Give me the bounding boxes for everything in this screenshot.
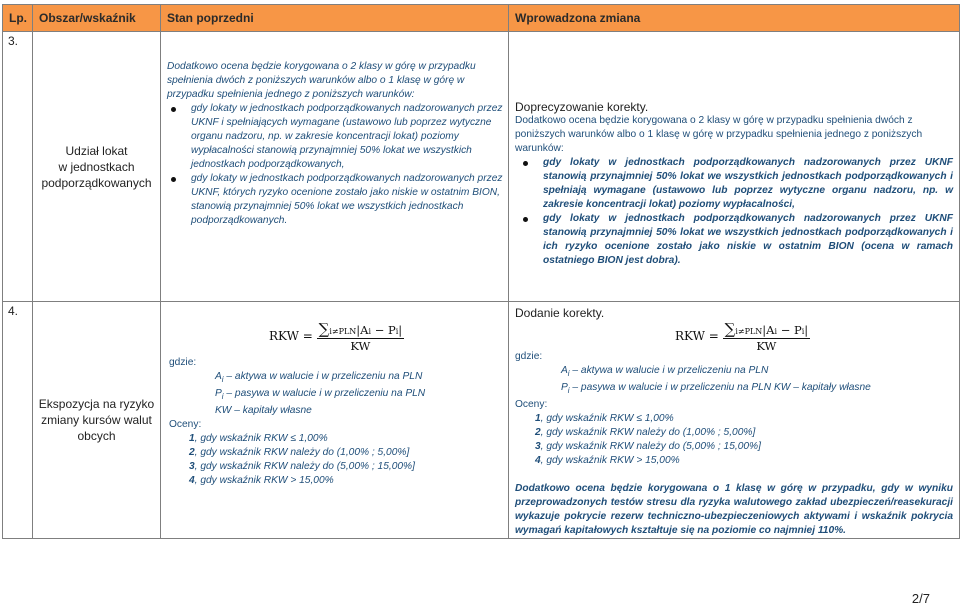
row-number: 3. (3, 32, 33, 302)
gdzie-label: gdzie: (169, 357, 197, 368)
new-state-cell (509, 302, 960, 539)
grade-item: 2, gdy wskaźnik RKW należy do (1,00% ; 5,00%] (535, 427, 756, 439)
new-intro: Dodatkowo ocena będzie korygowana o 2 klasy w górę w przypadku spełnienia dwóch z poniższych warunków albo o 1 klasę w górę w przypadku spełnienia jednego z poniższych warunków: (515, 115, 923, 154)
bullet-icon (523, 161, 528, 166)
bullet-icon (171, 107, 176, 112)
gdzie-label: gdzie: (515, 351, 543, 362)
definition: $P_i$ – pasywa w walucie i w przeliczeniu na PLN (215, 388, 426, 402)
area-cell (33, 302, 161, 539)
definition: $P_i$ – pasywa w walucie i w przeliczeniu na PLN KW – kapitały własne (561, 382, 871, 396)
rkw-formula: RKW = $\frac{\text{∑i≠PLN|Ai − Pi|}}{KW}$ (269, 320, 403, 353)
definition: $A_i$ – aktywa w walucie i w przeliczeniu na PLN (561, 365, 769, 379)
new-title: Doprecyzowanie korekty. (515, 100, 649, 114)
grade-item: 3, gdy wskaźnik RKW należy do (5,00% ; 15,00%] (189, 461, 415, 473)
area-line: Ekspozycja na ryzyko (38, 397, 155, 412)
grade-item: 1, gdy wskaźnik RKW ≤ 1,00% (535, 413, 674, 425)
grades-list (515, 412, 953, 468)
grade-item: 2, gdy wskaźnik RKW należy do (1,00% ; 5,00%] (189, 447, 410, 459)
oceny-label: Oceny: (515, 399, 548, 411)
comparison-table (2, 4, 960, 539)
definition: KW – kapitały własne (215, 405, 312, 417)
header-lp: Lp. (3, 5, 33, 32)
bullet-icon (171, 177, 176, 182)
header-new: Wprowadzona zmiana (509, 5, 960, 32)
previous-bullet: gdy lokaty w jednostkach podporządkowanych nadzorowanych przez UKNF i spełniających wymagane (ustawowo lub poprzez wytyczne organu nadzoru, np. w zakresie koncentracji lokat) poziomy wypłacalności stanowią przynajmniej 50% lokat we wszystkich jednostkach podporządkowanych, (167, 102, 504, 172)
previous-state-cell (161, 32, 509, 302)
grade-item: 4, gdy wskaźnik RKW > 15,00% (189, 475, 334, 487)
grade-item: 4, gdy wskaźnik RKW > 15,00% (535, 455, 680, 467)
oceny-label: Oceny: (169, 419, 202, 431)
area-line: zmiany kursów walut (41, 413, 152, 428)
new-bullet: gdy lokaty w jednostkach podporządkowanych nadzorowanych przez UKNF stanowią przynajmniej 50% lokat we wszystkich jednostkach podporządkowanych i spełniają wymagane (ustawowo lub poprzez wytyczne organu nadzoru, np. w zakresie koncentracji lokat) poziomy wypłacalności, (515, 156, 953, 212)
grade-item: 1, gdy wskaźnik RKW ≤ 1,00% (189, 433, 328, 445)
rkw-formula: RKW = $\frac{\text{∑i≠PLN|Ai − Pi|}}{KW}$ (675, 320, 809, 353)
definitions-list (169, 370, 504, 418)
table-row (3, 32, 960, 302)
area-cell (33, 32, 161, 302)
table-row (3, 302, 960, 539)
new-state-cell (509, 32, 960, 302)
row-number: 4. (3, 302, 33, 539)
area-line: podporządkowanych (41, 175, 152, 190)
area-line: Udział lokat (65, 143, 128, 158)
previous-intro: Dodatkowo ocena będzie korygowana o 2 klasy w górę w przypadku spełnienia dwóch z poniższych warunków albo o 1 klasę w górę w przypadku spełnienia jednego z poniższych warunków: (167, 61, 476, 100)
previous-bullet: gdy lokaty w jednostkach podporządkowanych nadzorowanych przez UKNF, których ryzyko ocenione zostało jako niskie w ostatnim BION, stanowią przynajmniej 50% lokat we wszystkich jednostkach podporządkowanych. (167, 172, 504, 228)
previous-state-cell (161, 302, 509, 539)
header-previous: Stan poprzedni (161, 5, 509, 32)
correction-text: Dodatkowo ocena będzie korygowana o 1 klasę w górę w przypadku, gdy w wyniku przeprowadzonych testów stresu dla ryzyka walutowego zakład ubezpieczeń/reasekuracji wykazuje pokrycie rezerw techniczno-ubezpieczeniowych aktywami i wskaźnik pokrycia wymagań kapitałowych kształtuje się na poziomie co najmniej 110%. (515, 483, 953, 537)
grade-item: 3, gdy wskaźnik RKW należy do (5,00% ; 15,00%] (535, 441, 761, 453)
definition: $A_i$ – aktywa w walucie i w przeliczeniu na PLN (215, 371, 423, 385)
header-area: Obszar/wskaźnik (33, 5, 161, 32)
bullet-icon (523, 217, 528, 222)
new-title: Dodanie korekty. (515, 306, 605, 320)
header-row (3, 5, 960, 32)
definitions-list (515, 364, 953, 398)
grades-list (169, 432, 504, 488)
page-number: 2/7 (911, 591, 930, 606)
area-line: w jednostkach (58, 159, 135, 174)
new-bullet: gdy lokaty w jednostkach podporządkowanych nadzorowanych przez UKNF stanowią przynajmniej 50% lokat we wszystkich jednostkach podporządkowanych i ich ryzyko ocenione zostało jako niskie w ostatnim BION (ocena w ramach ostatniego BION jest dobra). (515, 212, 953, 268)
area-line: obcych (77, 429, 116, 444)
